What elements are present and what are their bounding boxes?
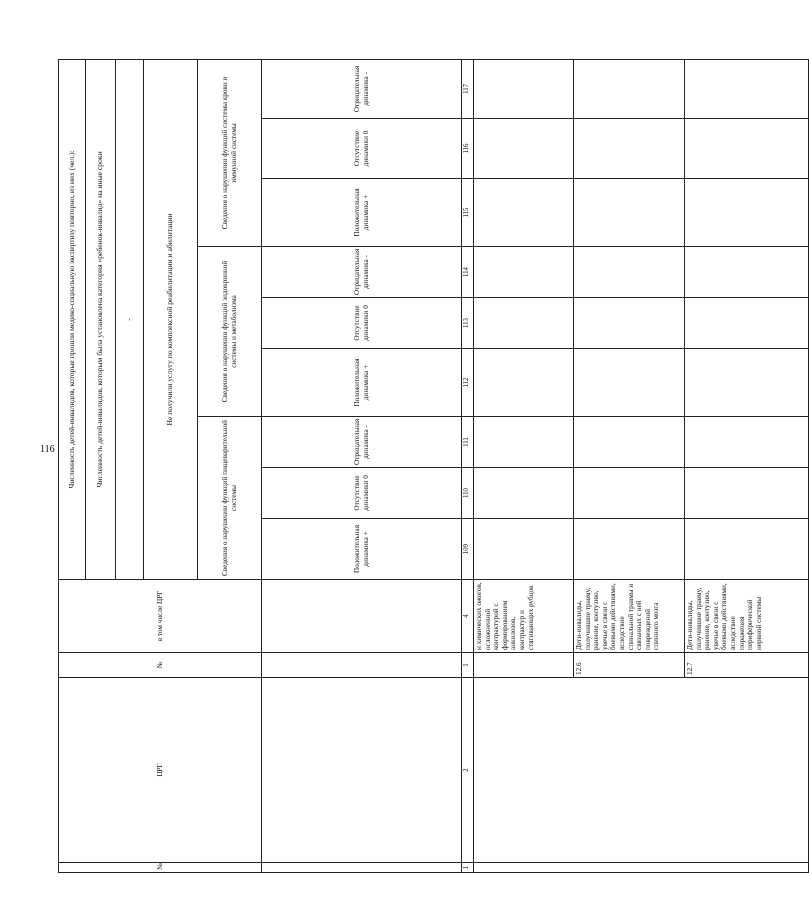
col-number: 113 [462,298,474,349]
col-number: 110 [462,468,474,519]
col-number: 109 [462,519,474,580]
group-endocrine: Сведения о нарушении функций эндокринной системы и метаболизма [198,247,262,417]
dynamics-label: Отсутствие динамики 0 [262,119,462,179]
col-number: 2 [462,678,474,863]
dynamics-label: Отрицательная динамика - [262,247,462,298]
col-number: 114 [462,247,474,298]
header-rehab: Не получили услугу по комплексной реабилитации и абилитации [144,59,198,579]
col-number: 1 [462,863,474,873]
dynamics-label: Отсутствие динамики 0 [262,298,462,349]
row-description: и химических ожогов, осложненной контрактурой с формированием анкилозов, контрактур и стягивающих рубцов [474,580,574,653]
row-crg-cell [474,678,809,863]
row-number [474,653,574,678]
col-number: 1 [462,653,474,678]
rotated-table-container [58,60,763,873]
group-blood: Сведения о нарушении функций системы крови и иммунной системы [198,59,262,246]
page-number-text: 116 [40,444,55,455]
empty-cell [262,678,462,863]
header-no: № [59,863,262,873]
dynamics-label: Отрицательная динамика - [262,59,462,118]
row-number: 12.7 [685,653,809,678]
page-number [40,444,55,455]
table-row [474,59,574,872]
empty-cell [262,863,462,873]
header-crg: ЦРГ [59,678,262,863]
col-number: 115 [462,179,474,247]
header-main: Численность детей-инвалидов, которые прошли медико-социальную экспертизу повторно, из них (чел.): [59,59,86,579]
group-digestive: Сведения о нарушении функций пищеварительной системы [198,417,262,580]
header-dash: - [116,59,144,579]
col-number: 117 [462,59,474,118]
dynamics-label: Положительная динамика + [262,349,462,417]
col-number: 116 [462,119,474,179]
col-number: 4 [462,580,474,653]
data-table [58,59,809,873]
col-number: 111 [462,417,474,468]
dynamics-label: Положительная динамика + [262,519,462,580]
row-description: Дети-инвалиды, получившие травму, ранение, контузию, увечье в связи с боевыми действиями, вследствие спинальной травмы и связанных с ней повреждений спинного мозга [574,580,685,653]
col-number: 112 [462,349,474,417]
row-no-cell [474,863,809,873]
empty-cell [262,653,462,678]
row-description: Дети-инвалиды, получившие травму, ранение, контузию, увечье в связи с боевыми действиями, вследствие поражения периферической нервной системы [685,580,809,653]
header-no-2: № [59,653,262,678]
empty-cell [262,580,462,653]
dynamics-label: Положительная динамика + [262,179,462,247]
dynamics-label: Отрицательная динамика - [262,417,462,468]
dynamics-label: Отсутствие динамики 0 [262,468,462,519]
header-other-terms: Численность детей-инвалидов, которым была установлена категория «ребенок-инвалид» на иные сроки [86,59,116,579]
row-number: 12.6 [574,653,685,678]
header-sub-crg: в том числе ЦРГ [59,580,262,653]
